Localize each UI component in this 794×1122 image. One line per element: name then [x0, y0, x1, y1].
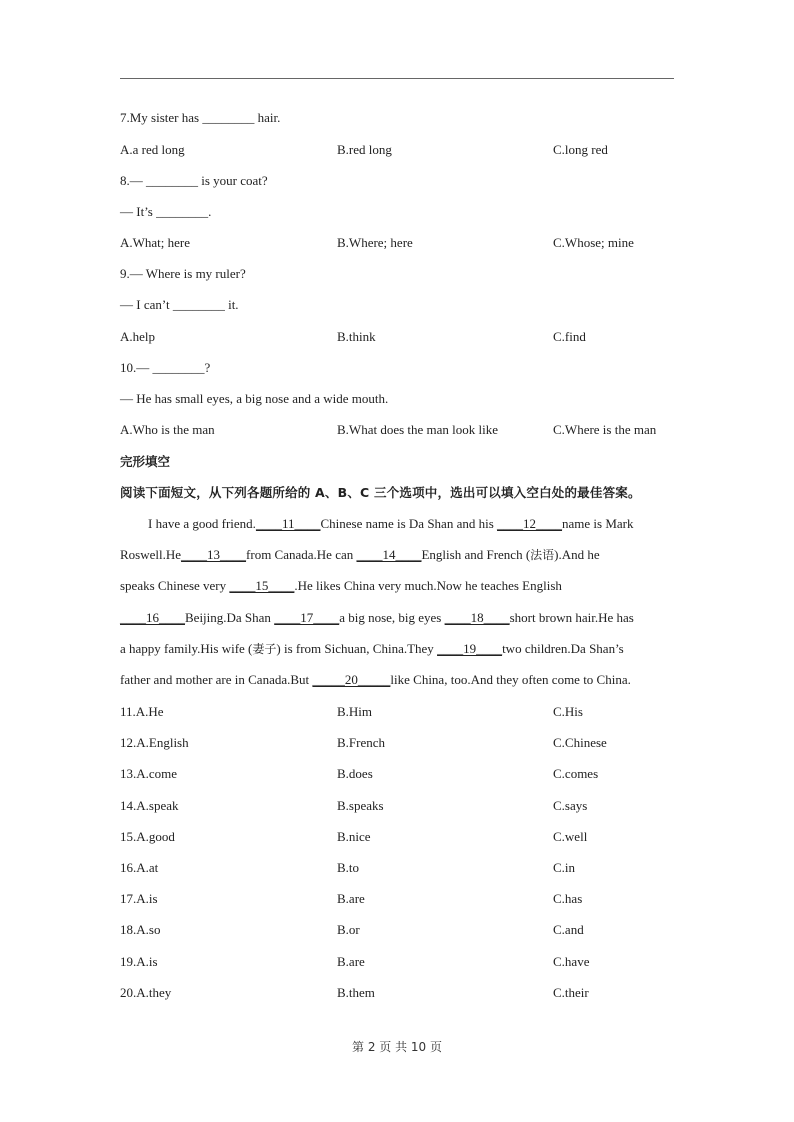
question-7 [120, 110, 280, 126]
choice-19-option-b: B.are [337, 954, 365, 969]
passage-text: ).And he [554, 547, 600, 562]
q9-reply-before: — I can’t [120, 297, 170, 312]
passage-line-6 [120, 672, 680, 688]
passage-text: speaks Chinese very [120, 578, 230, 593]
choice-15-option-c: C.well [553, 829, 588, 844]
passage-line-2 [120, 547, 680, 563]
q9-reply-blank: ________ [172, 297, 225, 312]
choice-11-option-c: C.His [553, 704, 583, 719]
passage-line-3 [120, 578, 680, 594]
choice-20-option-c: C.their [553, 985, 589, 1000]
page-footer: 第 2 页 共 10 页 [352, 1040, 442, 1054]
question-9: 9.— Where is my ruler? [120, 266, 246, 281]
choice-18-option-c: C.and [553, 922, 584, 937]
choice-11-option-b: B.Him [337, 704, 373, 719]
choice-20-option-a: 20.A.they [120, 985, 172, 1000]
passage-text: a happy family.His wife ( [120, 641, 253, 656]
choice-12-option-a: 12.A.English [120, 735, 189, 750]
q7-option-a: A.a red long [120, 142, 185, 157]
q9-reply-after: it. [228, 297, 239, 312]
blank-20: _____20_____ [312, 672, 391, 687]
q10-option-c: C.Where is the man [553, 422, 657, 437]
choice-15-option-a: 15.A.good [120, 829, 175, 844]
choice-14-option-a: 14.A.speak [120, 798, 179, 813]
q8-stem: 8.— [120, 173, 143, 188]
blank-14: ____14____ [356, 547, 422, 562]
choice-14-option-b: B.speaks [337, 798, 384, 813]
passage-text: ) is from Sichuan, China.They [276, 641, 438, 656]
passage-text: two children.Da Shan’s [502, 641, 624, 656]
choice-15-option-b: B.nice [337, 829, 371, 844]
passage-line-5 [120, 641, 680, 657]
passage-text: English and French ( [421, 547, 531, 562]
q8-option-b: B.Where; here [337, 235, 413, 250]
q7-stem: 7.My sister has [120, 110, 200, 125]
passage-text: from Canada.He can [246, 547, 357, 562]
q8-reply-blank: ________ [156, 204, 209, 219]
blank-11: ____11____ [255, 516, 321, 531]
choice-16-option-c: C.in [553, 860, 576, 875]
blank-16: ____16____ [120, 610, 185, 625]
passage-text: father and mother are in Canada.But [120, 672, 313, 687]
q10-reply: — He has small eyes, a big nose and a wide mouth. [120, 391, 389, 406]
q8-option-a: A.What; here [120, 235, 191, 250]
passage-text: .He likes China very much.Now he teaches English [294, 578, 562, 593]
passage-text: I have a good friend. [148, 516, 256, 531]
choice-17-option-b: B.are [337, 891, 365, 906]
q7-stem-after: hair. [257, 110, 281, 125]
choice-17-option-a: 17.A.is [120, 891, 158, 906]
choice-12-option-c: C.Chinese [553, 735, 607, 750]
q10-blank: ________ [152, 360, 205, 375]
header-rule [120, 78, 674, 79]
blank-17: ____17____ [274, 610, 340, 625]
instructions: 阅读下面短文，从下列各题所给的 A、B、C 三个选项中，选出可以填入空白处的最佳答案。 [120, 485, 641, 500]
choice-18-option-a: 18.A.so [120, 922, 161, 937]
q7-blank: ________ [202, 110, 255, 125]
choice-16-option-b: B.to [337, 860, 360, 875]
q10-option-b: B.What does the man look like [337, 422, 499, 437]
choice-20-option-b: B.them [337, 985, 375, 1000]
blank-13: ____13____ [181, 547, 247, 562]
q8-option-c: C.Whose; mine [553, 235, 634, 250]
choice-12-option-b: B.French [337, 735, 386, 750]
passage-text: short brown hair.He has [509, 610, 634, 625]
q10-stem-after: ? [204, 360, 211, 375]
choice-16-option-a: 16.A.at [120, 860, 159, 875]
passage-text: name is Mark [562, 516, 634, 531]
blank-12: ____12____ [497, 516, 563, 531]
q9-option-c: C.find [553, 329, 586, 344]
blank-19: ____19____ [437, 641, 503, 656]
question-8 [120, 173, 268, 189]
q7-option-b: B.red long [337, 142, 392, 157]
blank-18: ____18____ [444, 610, 510, 625]
q8-reply [120, 204, 211, 220]
choice-18-option-b: B.or [337, 922, 360, 937]
q8-reply-before: — It’s [120, 204, 153, 219]
passage-text: a big nose, big eyes [339, 610, 445, 625]
q10-stem: 10.— [120, 360, 150, 375]
choice-17-option-c: C.has [553, 891, 583, 906]
choice-19-option-a: 19.A.is [120, 954, 158, 969]
q7-option-c: C.long red [553, 142, 608, 157]
passage-text: 法语 [530, 548, 555, 562]
passage-line-1 [148, 516, 708, 532]
q9-option-a: A.help [120, 329, 156, 344]
passage-line-4 [120, 610, 680, 626]
passage-text: 妻子 [252, 642, 277, 656]
passage-text: Beijing.Da Shan [185, 610, 275, 625]
passage-text: Roswell.He [120, 547, 182, 562]
choice-11-option-a: 11.A.He [120, 704, 164, 719]
section-title: 完形填空 [120, 454, 171, 469]
q9-reply [120, 297, 239, 313]
q8-blank: ________ [146, 173, 198, 188]
passage-text: Chinese name is Da Shan and his [320, 516, 498, 531]
question-10 [120, 360, 210, 376]
passage-text: like China, too.And they often come to China. [390, 672, 631, 687]
choice-13-option-b: B.does [337, 766, 373, 781]
choice-13-option-c: C.comes [553, 766, 599, 781]
q8-reply-after: . [208, 204, 212, 219]
choice-14-option-c: C.says [553, 798, 588, 813]
q8-stem-after: is your coat? [201, 173, 268, 188]
choice-13-option-a: 13.A.come [120, 766, 178, 781]
choice-19-option-c: C.have [553, 954, 590, 969]
q9-option-b: B.think [337, 329, 376, 344]
blank-15: ____15____ [229, 578, 295, 593]
q10-option-a: A.Who is the man [120, 422, 215, 437]
